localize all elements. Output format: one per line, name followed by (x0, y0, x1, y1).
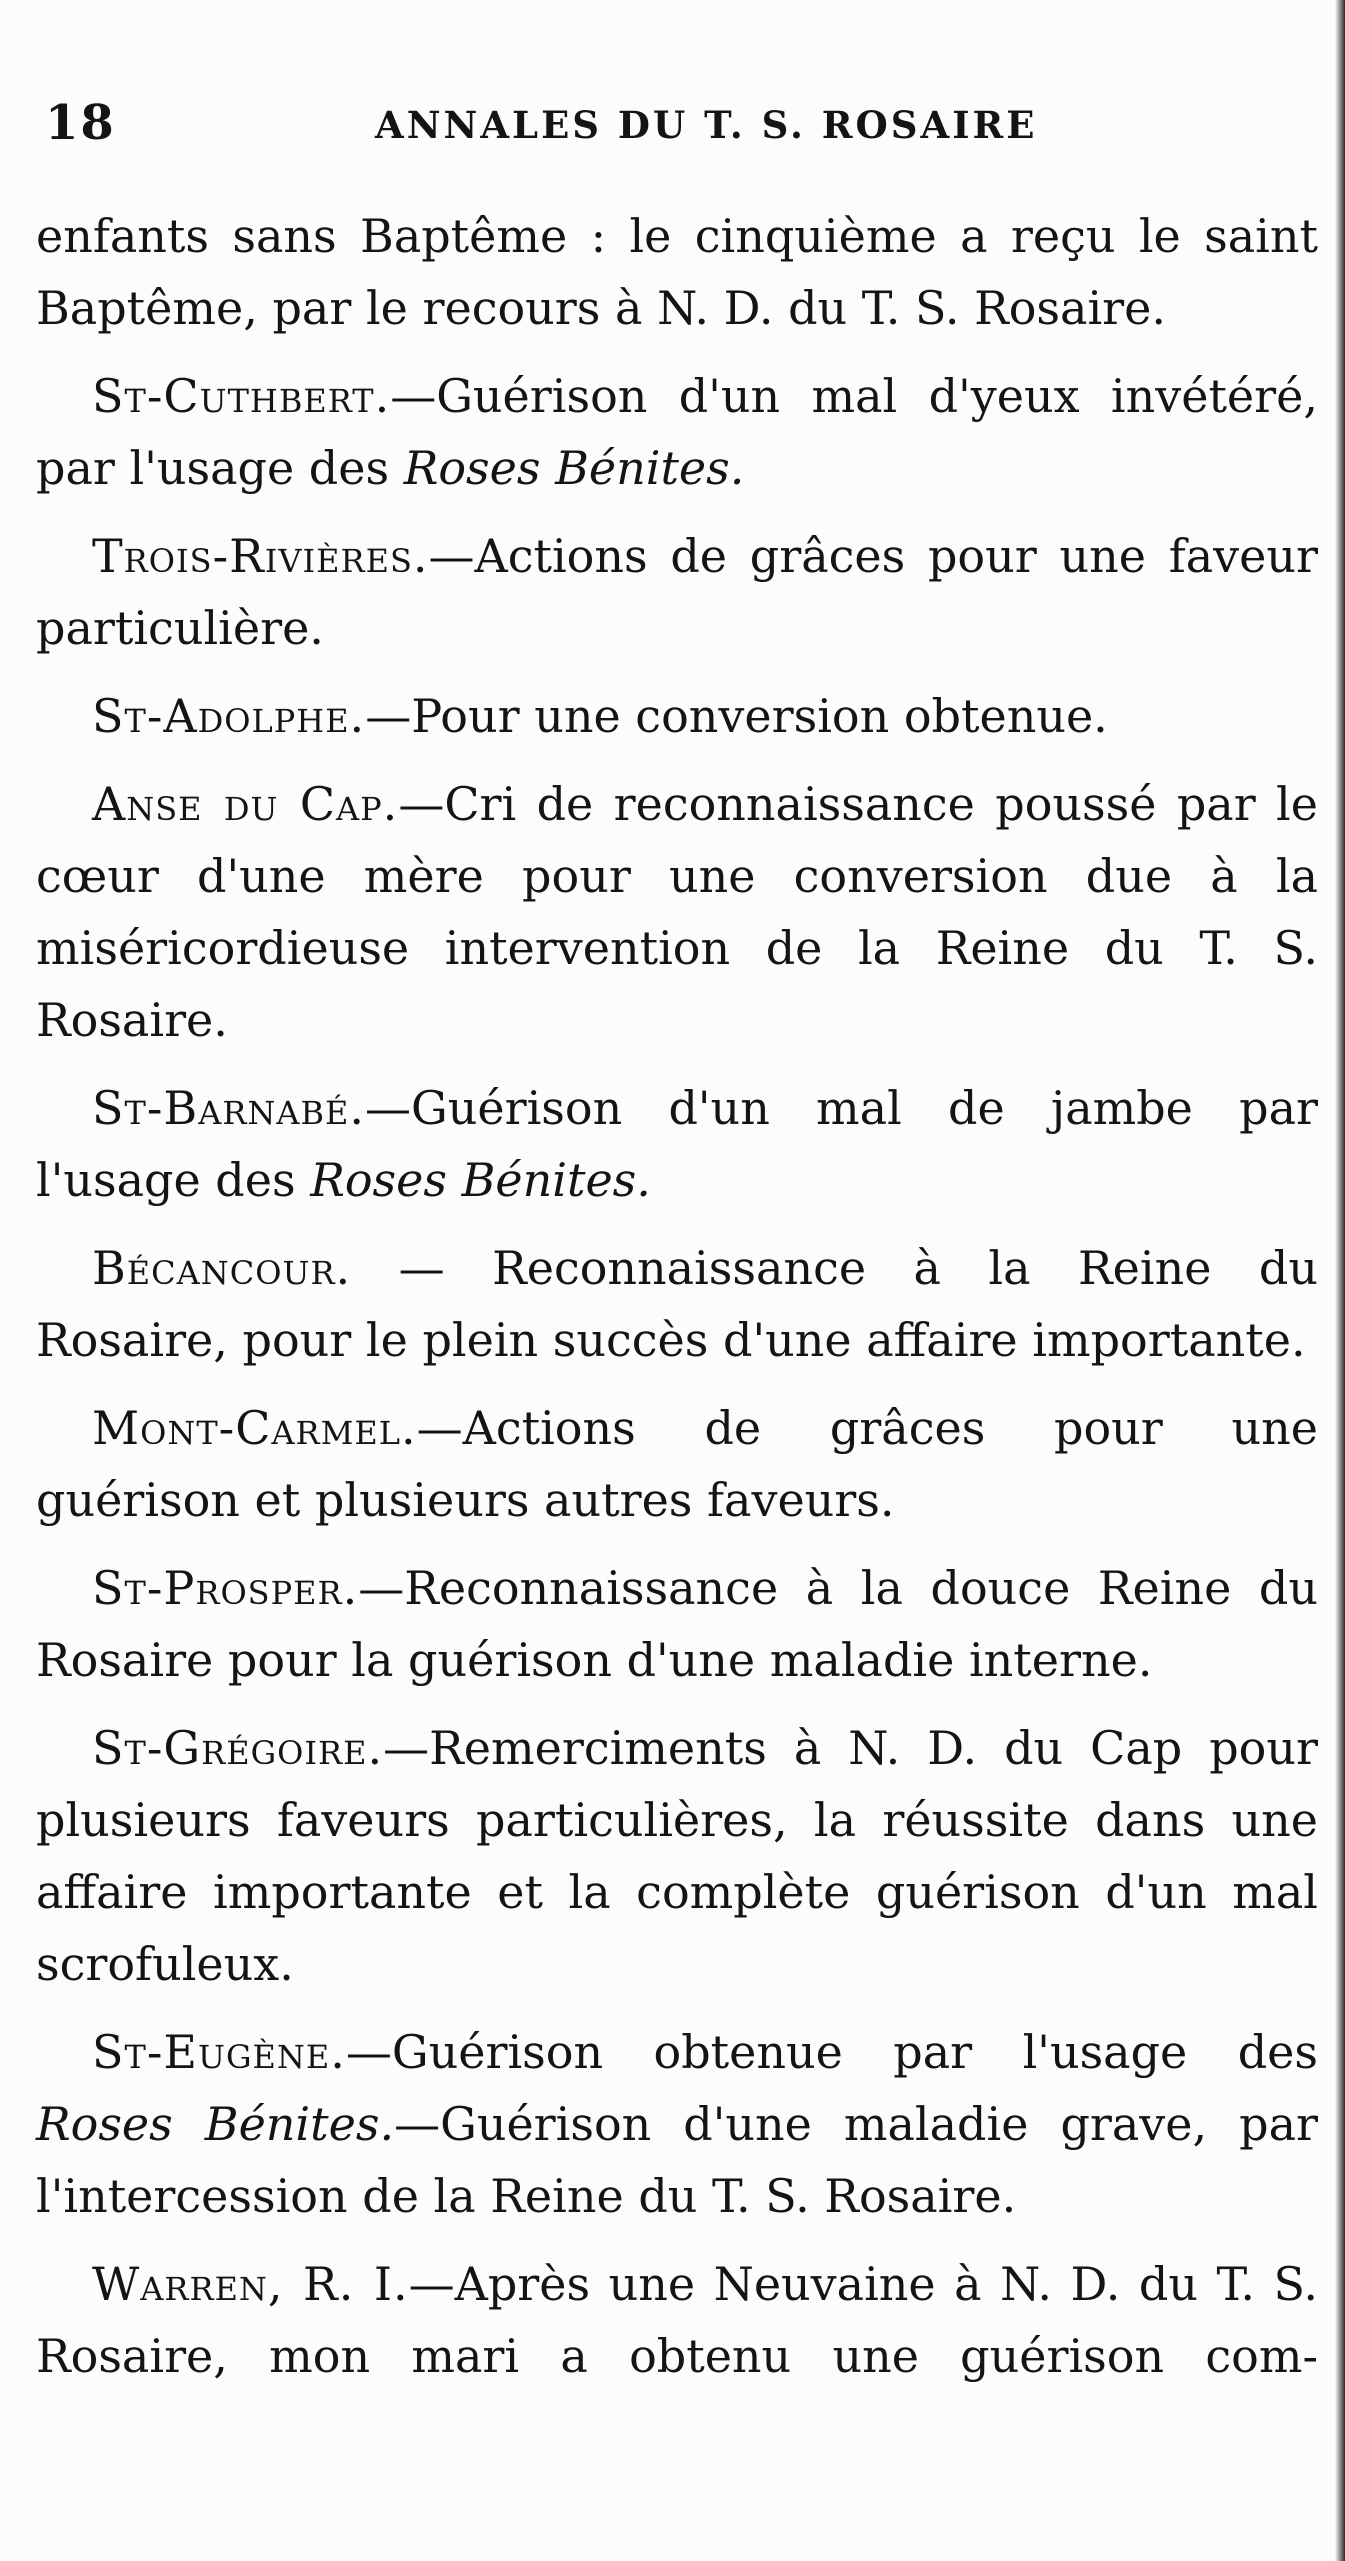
entry-st-adolphe (36, 680, 1318, 752)
entry-text: —Guérison d'un mal de jambe par l'usage des (36, 1081, 1318, 1207)
entry-text: — Reconnaissance à la Reine du Rosaire, pour le plein succès d'une affaire importante. (36, 1241, 1318, 1367)
entry-st-prosper (36, 1552, 1318, 1696)
entry-italic: Roses Bénites. (310, 1153, 651, 1207)
entry-text: —Guérison obtenue par l'usage des (345, 2025, 1318, 2079)
entry-warren (36, 2248, 1318, 2392)
entry-continuation (36, 200, 1318, 344)
entry-place: Trois-Rivières. (92, 529, 429, 583)
entry-text: —Cri de reconnaissance poussé par le cœur d'une mère pour une conversion due à la miséricordieuse intervention de la Reine du T. S. Rosaire. (36, 777, 1318, 1047)
entry-place: St-Adolphe. (92, 689, 366, 743)
page-number: 18 (45, 95, 116, 151)
entry-st-cuthbert (36, 360, 1318, 504)
page-body (36, 200, 1318, 2408)
entry-text: enfants sans Baptême : le cinquième a reçu le saint Baptême, par le recours à N. D. du T. S. Rosaire. (36, 209, 1318, 335)
entry-text: —Reconnaissance à la douce Reine du Rosaire pour la guérison d'une maladie interne. (36, 1561, 1318, 1687)
entry-text-2: —Guérison d'une maladie grave, par l'intercession de la Reine du T. S. Rosaire. (36, 2097, 1318, 2223)
entry-place: St-Eugène. (92, 2025, 346, 2079)
entry-italic: Roses Bénites. (403, 441, 745, 495)
entry-place: St-Prosper. (92, 1561, 359, 1615)
entry-place: Mont-Carmel. (92, 1401, 417, 1455)
page-header (45, 95, 1345, 175)
entry-st-barnabe (36, 1072, 1318, 1216)
entry-text: —Guérison d'un mal d'yeux invétéré, par l'usage des (36, 369, 1318, 495)
entry-trois-rivieres (36, 520, 1318, 664)
entry-place: St-Grégoire. (92, 1721, 384, 1775)
entry-place: Anse du Cap. (92, 777, 399, 831)
page-edge-shadow (1335, 0, 1345, 2561)
entry-becancour (36, 1232, 1318, 1376)
entry-text: —Actions de grâces pour une faveur particulière. (36, 529, 1318, 655)
entry-place: St-Cuthbert. (92, 369, 391, 423)
entry-italic: Roses Bénites. (36, 2097, 395, 2151)
entry-st-gregoire (36, 1712, 1318, 2000)
running-title: ANNALES DU T. S. ROSAIRE (375, 103, 1038, 147)
entry-place: Bécancour. (92, 1241, 352, 1295)
entry-text: —Remerciments à N. D. du Cap pour plusieurs faveurs particulières, la réussite dans une affaire importante et la complète guérison d'un mal scrofuleux. (36, 1721, 1318, 1991)
entry-place: St-Barnabé. (92, 1081, 366, 1135)
entry-text: —Après une Neuvaine à N. D. du T. S. Rosaire, mon mari a obtenu une guérison com- (36, 2257, 1318, 2383)
entry-place: Warren, R. I. (92, 2257, 409, 2311)
entry-text: —Pour une conversion obtenue. (365, 689, 1108, 743)
entry-mont-carmel (36, 1392, 1318, 1536)
entry-anse-du-cap (36, 768, 1318, 1056)
entry-text: —Actions de grâces pour une guérison et plusieurs autres faveurs. (36, 1401, 1318, 1527)
entry-st-eugene (36, 2016, 1318, 2232)
